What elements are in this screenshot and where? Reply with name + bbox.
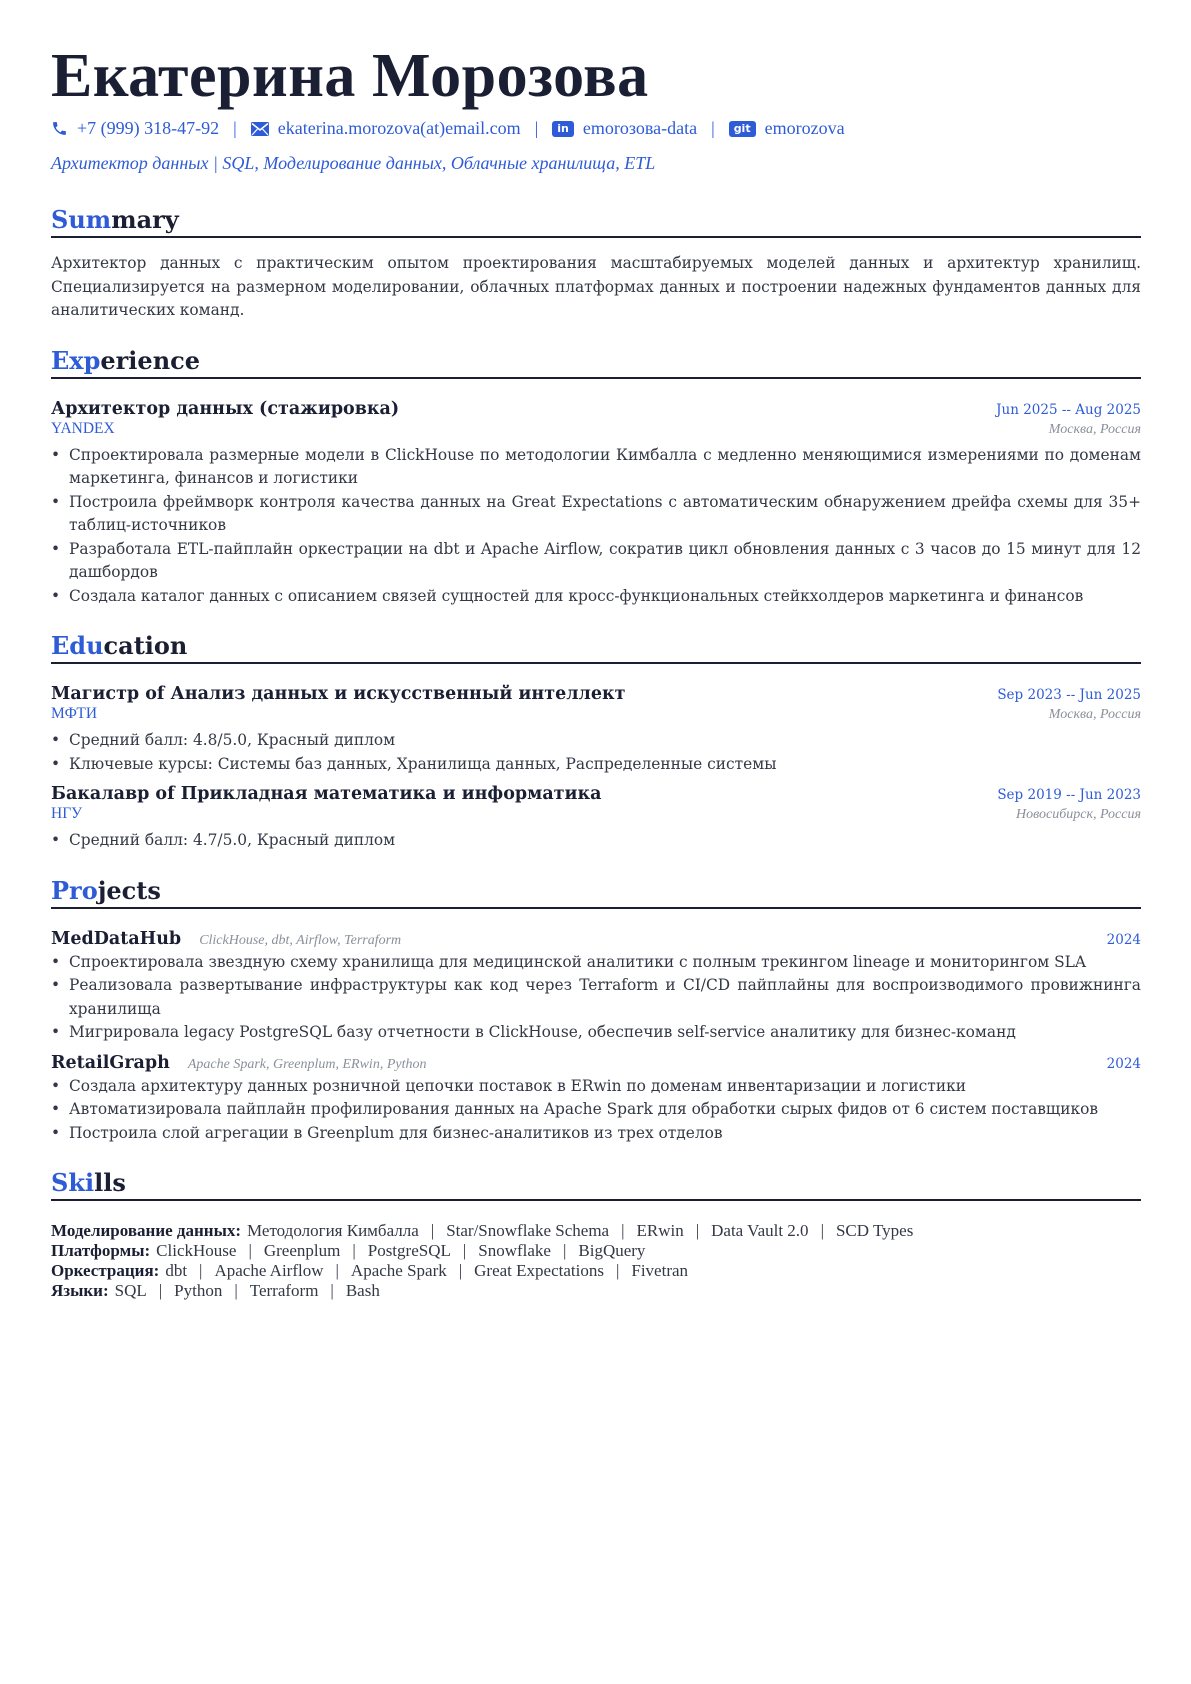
degree-date: Sep 2023 -- Jun 2025: [997, 687, 1141, 703]
section-title-rest: lls: [94, 1168, 126, 1197]
contact-linkedin[interactable]: [552, 118, 697, 139]
skill-item: ERwin: [636, 1221, 684, 1240]
github-text: emorozova: [764, 118, 845, 138]
section-title-accent: Exp: [51, 345, 101, 375]
section-title-experience: [51, 345, 1141, 379]
skill-separator: |: [621, 1221, 625, 1240]
education-entry: [51, 784, 1141, 853]
project-bullets: [51, 1075, 1141, 1146]
university-name: МФТИ: [51, 705, 98, 722]
list-item: • Ключевые курсы: Системы баз данных, Хранилища данных, Распределенные системы: [69, 753, 1141, 777]
list-item: • Реализовала развертывание инфраструктуры как код через Terraform и CI/CD пайплайны для воспроизводимого провижнинга хранилища: [69, 974, 1141, 1021]
list-item: • Создала каталог данных с описанием связей сущностей для кросс-функциональных стейкхолдеров маркетинга и финансов: [69, 585, 1141, 609]
phone-icon: [51, 120, 68, 137]
tagline: Архитектор данных | SQL, Моделирование данных, Облачные хранилища, ETL: [51, 153, 656, 173]
section-title-rest: mary: [111, 205, 179, 234]
skill-separator: |: [335, 1261, 339, 1280]
project-name: MedDataHub: [51, 928, 182, 949]
summary-section: [51, 204, 1141, 323]
entry-subheader: [51, 420, 1141, 438]
entry-subheader: [51, 705, 1141, 723]
job-date: Jun 2025 -- Aug 2025: [996, 401, 1141, 418]
university-location: Москва, Россия: [1048, 707, 1141, 722]
project-tech: ClickHouse, dbt, Airflow, Terraform: [199, 932, 402, 948]
last-name: Морозова: [371, 42, 649, 110]
list-item: • Создала архитектуру данных розничной цепочки поставок в ERwin по доменам инвентаризации и логистики: [69, 1075, 1141, 1099]
degree-date: Sep 2019 -- Jun 2023: [997, 787, 1141, 803]
degree-bullets: [51, 729, 1141, 776]
skill-separator: |: [352, 1241, 356, 1260]
linkedin-text: emorозова-data: [582, 118, 698, 138]
experience-entry: [51, 399, 1141, 609]
skill-item: Fivetran: [631, 1261, 689, 1280]
skill-separator: |: [430, 1221, 435, 1240]
git-icon: [729, 121, 756, 137]
entry-header: [51, 784, 1141, 804]
skill-item: SQL: [114, 1281, 147, 1300]
list-item: • Средний балл: 4.7/5.0, Красный диплом: [69, 829, 1141, 853]
project-year: 2024: [1106, 1055, 1141, 1072]
skill-item: Методология Кимбалла: [247, 1221, 419, 1240]
job-location: Москва, Россия: [1048, 421, 1141, 437]
job-bullets: [51, 444, 1141, 609]
project-title-group: [51, 1053, 426, 1073]
university-location: Новосибирск, Россия: [1015, 807, 1141, 822]
project-name: RetailGraph: [51, 1052, 170, 1073]
skill-category: Платформы:: [51, 1241, 151, 1260]
skill-item: Apache Airflow: [214, 1261, 324, 1280]
university-name: НГУ: [51, 805, 83, 822]
candidate-name: [51, 40, 1141, 112]
contact-separator: |: [711, 118, 715, 138]
contact-bar: [51, 118, 1141, 139]
skills-section: [51, 1167, 1141, 1301]
section-title-summary: [51, 204, 1141, 238]
skill-row: [51, 1281, 1141, 1301]
project-bullets: [51, 951, 1141, 1045]
contact-github[interactable]: [729, 118, 845, 139]
skill-category: Моделирование данных:: [51, 1221, 242, 1240]
contact-email[interactable]: [251, 118, 521, 139]
skill-separator: |: [458, 1261, 463, 1280]
skill-separator: |: [562, 1241, 567, 1260]
skill-item: Data Vault 2.0: [711, 1221, 809, 1240]
skill-separator: |: [820, 1221, 824, 1240]
skill-item: SCD Types: [835, 1221, 914, 1240]
skill-item: PostgreSQL: [367, 1241, 451, 1260]
entry-header: [51, 399, 1141, 419]
email-text: ekaterina.morozova(at)email.com: [277, 118, 521, 138]
contact-phone[interactable]: [51, 118, 219, 139]
skill-separator: |: [695, 1221, 700, 1240]
education-section: [51, 630, 1141, 853]
project-header: [51, 1053, 1141, 1073]
skill-separator: |: [330, 1281, 334, 1300]
skill-category: Языки:: [51, 1281, 109, 1300]
degree-title: Бакалавр of Прикладная математика и информатика: [51, 784, 602, 804]
skill-item: dbt: [165, 1261, 188, 1280]
project-header: [51, 929, 1141, 949]
skill-row: [51, 1261, 1141, 1281]
list-item: • Построила слой агрегации в Greenplum для бизнес-аналитиков из трех отделов: [69, 1122, 1141, 1146]
skill-separator: |: [234, 1281, 238, 1300]
linkedin-icon: [552, 121, 574, 137]
skill-item: Python: [174, 1281, 223, 1300]
company-name: YANDEX: [51, 419, 115, 437]
section-title-skills: [51, 1167, 1141, 1201]
experience-section: [51, 345, 1141, 609]
linkedin-badge: in: [552, 121, 574, 137]
section-title-accent: Ski: [51, 1168, 95, 1197]
project-title-group: [51, 929, 401, 949]
skill-row: [51, 1241, 1141, 1261]
degree-bullets: [51, 829, 1141, 853]
skill-category: Оркестрация:: [51, 1261, 160, 1280]
phone-text: +7 (999) 318-47-92: [77, 118, 220, 138]
project-year: 2024: [1106, 931, 1141, 948]
skill-item: Star/Snowflake Schema: [446, 1221, 610, 1240]
education-entry: [51, 684, 1141, 776]
skill-item: Greenplum: [263, 1241, 341, 1260]
skills-list: [51, 1221, 1141, 1301]
skill-item: Apache Spark: [350, 1261, 447, 1280]
skill-item: BigQuery: [578, 1241, 646, 1260]
contact-separator: |: [534, 118, 539, 138]
section-title-projects: [51, 875, 1141, 909]
list-item: • Спроектировала звездную схему хранилища для медицинской аналитики с полным трекингом lineage и мониторингом SLA: [69, 951, 1141, 975]
section-title-rest: jects: [97, 875, 161, 905]
list-item: • Разработала ETL-пайплайн оркестрации на dbt и Apache Airflow, сократив цикл обновления данных с 3 часов до 15 минут для 12 дашбордов: [69, 538, 1141, 585]
project-entry: [51, 929, 1141, 1045]
contact-separator: |: [233, 118, 237, 138]
skill-separator: |: [158, 1281, 163, 1300]
envelope-icon: [251, 122, 269, 136]
first-name: Екатерина: [51, 42, 356, 110]
entry-header: [51, 684, 1141, 704]
list-item: • Автоматизировала пайплайн профилирования данных на Apache Spark для обработки сырых фидов от 6 систем поставщиков: [69, 1098, 1141, 1122]
list-item: • Мигрировала legacy PostgreSQL базу отчетности в ClickHouse, обеспечив self-service аналитику для бизнес-команд: [69, 1021, 1141, 1045]
skill-separator: |: [199, 1261, 203, 1280]
summary-text: Архитектор данных с практическим опытом проектирования масштабируемых моделей данных и архитектур хранилищ. Специализируется на размерном моделировании, облачных платформах данных и построении надежных фундаментов данных для аналитических команд.: [51, 254, 1141, 319]
list-item: • Средний балл: 4.8/5.0, Красный диплом: [69, 729, 1141, 753]
skill-item: Snowflake: [478, 1241, 551, 1260]
section-title-education: [51, 630, 1141, 664]
projects-section: [51, 875, 1141, 1146]
skill-row: [51, 1221, 1141, 1241]
section-title-accent: Sum: [51, 205, 112, 234]
skill-separator: |: [462, 1241, 467, 1260]
section-title-accent: Pro: [51, 875, 98, 905]
entry-subheader: [51, 805, 1141, 823]
git-badge: git: [729, 121, 756, 137]
skill-item: ClickHouse: [156, 1241, 237, 1260]
skill-item: Great Expectations: [474, 1261, 604, 1280]
list-item: • Спроектировала размерные модели в ClickHouse по методологии Кимбалла с медленно меняющимися измерениями по доменам маркетинга, финансов и логистики: [69, 444, 1141, 491]
section-title-rest: cation: [103, 631, 188, 660]
skill-item: Bash: [345, 1281, 380, 1300]
skill-separator: |: [248, 1241, 252, 1260]
job-title: Архитектор данных (стажировка): [51, 398, 400, 419]
project-entry: [51, 1053, 1141, 1146]
degree-title: Магистр of Анализ данных и искусственный интеллект: [51, 684, 626, 704]
section-title-accent: Edu: [51, 631, 104, 660]
skill-separator: |: [615, 1261, 620, 1280]
skill-item: Terraform: [249, 1281, 319, 1300]
list-item: • Построила фреймворк контроля качества данных на Great Expectations с автоматическим обнаружением дрейфа схемы для 35+ таблиц-источников: [69, 491, 1141, 538]
section-title-rest: erience: [100, 345, 201, 375]
project-tech: Apache Spark, Greenplum, ERwin, Python: [187, 1056, 427, 1072]
